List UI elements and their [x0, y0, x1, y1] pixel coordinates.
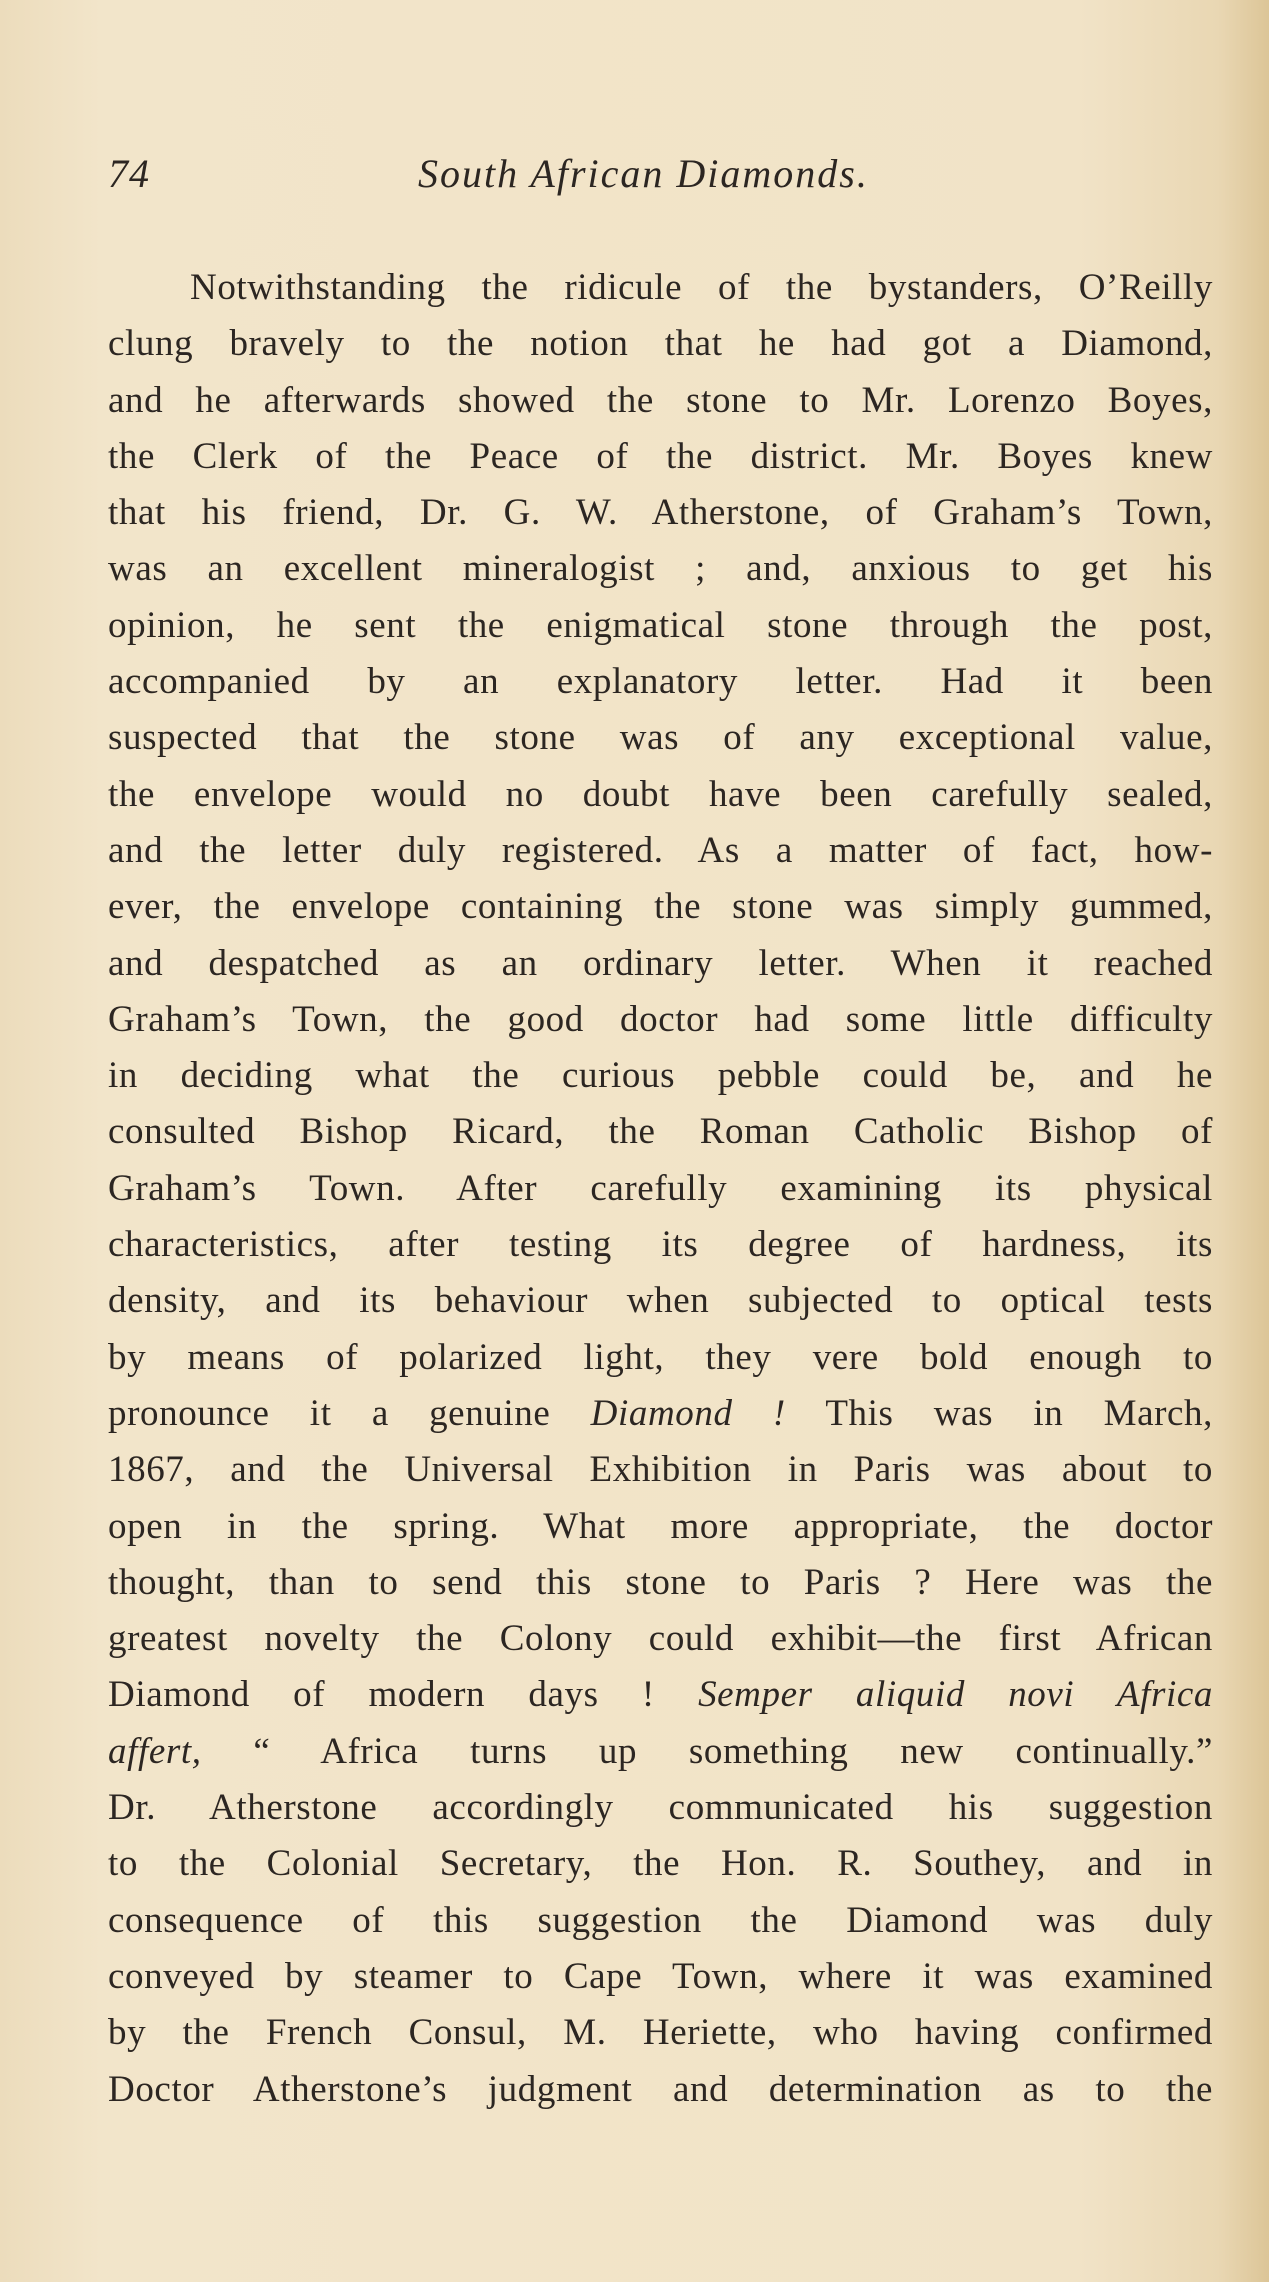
text-line: by means of polarized light, they vere bold enough to	[108, 1336, 1213, 1378]
text-segment: “ Africa turns up something new continually.”	[201, 1730, 1213, 1772]
text-line: the envelope would no doubt have been carefully sealed,	[108, 773, 1213, 815]
text-segment: This was in March,	[785, 1392, 1213, 1434]
text-line: greatest novelty the Colony could exhibit—the first African	[108, 1618, 1213, 1660]
text-line: thought, than to send this stone to Paris ? Here was the	[108, 1561, 1213, 1603]
text-line: open in the spring. What more appropriate, the doctor	[108, 1505, 1213, 1547]
text-line: characteristics, after testing its degree of hardness, its	[108, 1224, 1213, 1266]
text-line: and he afterwards showed the stone to Mr. Lorenzo Boyes,	[108, 379, 1213, 421]
text-line: suspected that the stone was of any exceptional value,	[108, 717, 1213, 759]
italic-word: Diamond !	[590, 1392, 786, 1434]
text-line: to the Colonial Secretary, the Hon. R. Southey, and in	[108, 1843, 1213, 1885]
text-line: Dr. Atherstone accordingly communicated his suggestion	[108, 1787, 1213, 1829]
text-line: and the letter duly registered. As a matter of fact, how-	[108, 829, 1213, 871]
text-line: 1867, and the Universal Exhibition in Paris was about to	[108, 1449, 1213, 1491]
text-line: consequence of this suggestion the Diamond was duly	[108, 1899, 1213, 1941]
text-line: was an excellent mineralogist ; and, anxious to get his	[108, 548, 1213, 590]
text-line	[108, 1667, 1213, 1723]
latin-phrase: affert,	[108, 1730, 202, 1772]
text-line: the Clerk of the Peace of the district. Mr. Boyes knew	[108, 435, 1213, 477]
text-line: density, and its behaviour when subjected to optical tests	[108, 1280, 1213, 1322]
body-paragraph	[108, 260, 1213, 2118]
text-line: consulted Bishop Ricard, the Roman Catholic Bishop of	[108, 1111, 1213, 1153]
text-line: clung bravely to the notion that he had got a Diamond,	[108, 323, 1213, 365]
text-line: by the French Consul, M. Heriette, who having confirmed	[108, 2012, 1213, 2054]
text-line: Doctor Atherstone’s judgment and determination as to the	[108, 2068, 1213, 2110]
text-line: Graham’s Town, the good doctor had some little difficulty	[108, 998, 1213, 1040]
running-head	[108, 150, 1213, 210]
text-line: in deciding what the curious pebble could be, and he	[108, 1055, 1213, 1097]
text-segment: Diamond of modern days !	[108, 1674, 699, 1716]
text-line: that his friend, Dr. G. W. Atherstone, of Graham’s Town,	[108, 492, 1213, 534]
text-line: and despatched as an ordinary letter. When it reached	[108, 942, 1213, 984]
text-line: conveyed by steamer to Cape Town, where it was examined	[108, 1955, 1213, 1997]
latin-phrase: Semper aliquid novi Africa	[698, 1674, 1213, 1716]
page-number: 74	[108, 151, 150, 196]
text-line	[108, 1724, 1213, 1780]
running-title: South African Diamonds.	[418, 151, 869, 196]
text-line: Notwithstanding the ridicule of the bystanders, O’Reilly	[190, 267, 1213, 308]
text-line	[108, 1386, 1213, 1442]
text-line: ever, the envelope containing the stone was simply gummed,	[108, 886, 1213, 928]
text-line: accompanied by an explanatory letter. Had it been	[108, 661, 1213, 703]
text-line: opinion, he sent the enigmatical stone through the post,	[108, 604, 1213, 646]
text-line: Graham’s Town. After carefully examining its physical	[108, 1167, 1213, 1209]
text-segment: pronounce it a genuine	[108, 1392, 591, 1434]
